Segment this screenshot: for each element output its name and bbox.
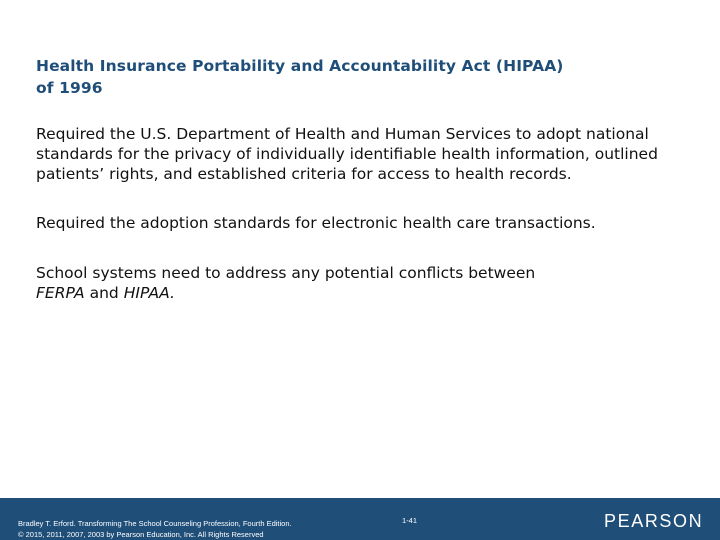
credit-line-2: © 2015, 2011, 2007, 2003 by Pearson Education, Inc. All Rights Reserved [18,530,264,539]
para3-and: and [89,284,119,302]
para3-lead: School systems need to address any potential conflicts between [36,264,536,282]
paragraph-ferpa-hipaa-conflicts [36,263,696,303]
paragraph-electronic-transactions: Required the adoption standards for electronic health care transactions. [36,214,596,232]
footer-credit [18,518,292,540]
page-number: 1-41 [402,516,418,525]
slide-title [36,55,676,99]
pearson-logo: PEARSON [604,511,704,531]
term-ferpa: FERPA [36,284,85,302]
term-hipaa: HIPAA. [123,284,175,302]
paragraph-hhs-standards: Required the U.S. Department of Health and Human Services to adopt national standards for the privacy of individually identifiable health information, outlined patients’ rights, and established criteria for access to health records. [36,125,658,183]
credit-line-1: Bradley T. Erford. Transforming The School Counseling Profession, Fourth Edition. [18,519,292,528]
title-line-1: Health Insurance Portability and Accountability Act (HIPAA) [36,57,564,75]
title-line-2: of 1996 [36,79,103,97]
